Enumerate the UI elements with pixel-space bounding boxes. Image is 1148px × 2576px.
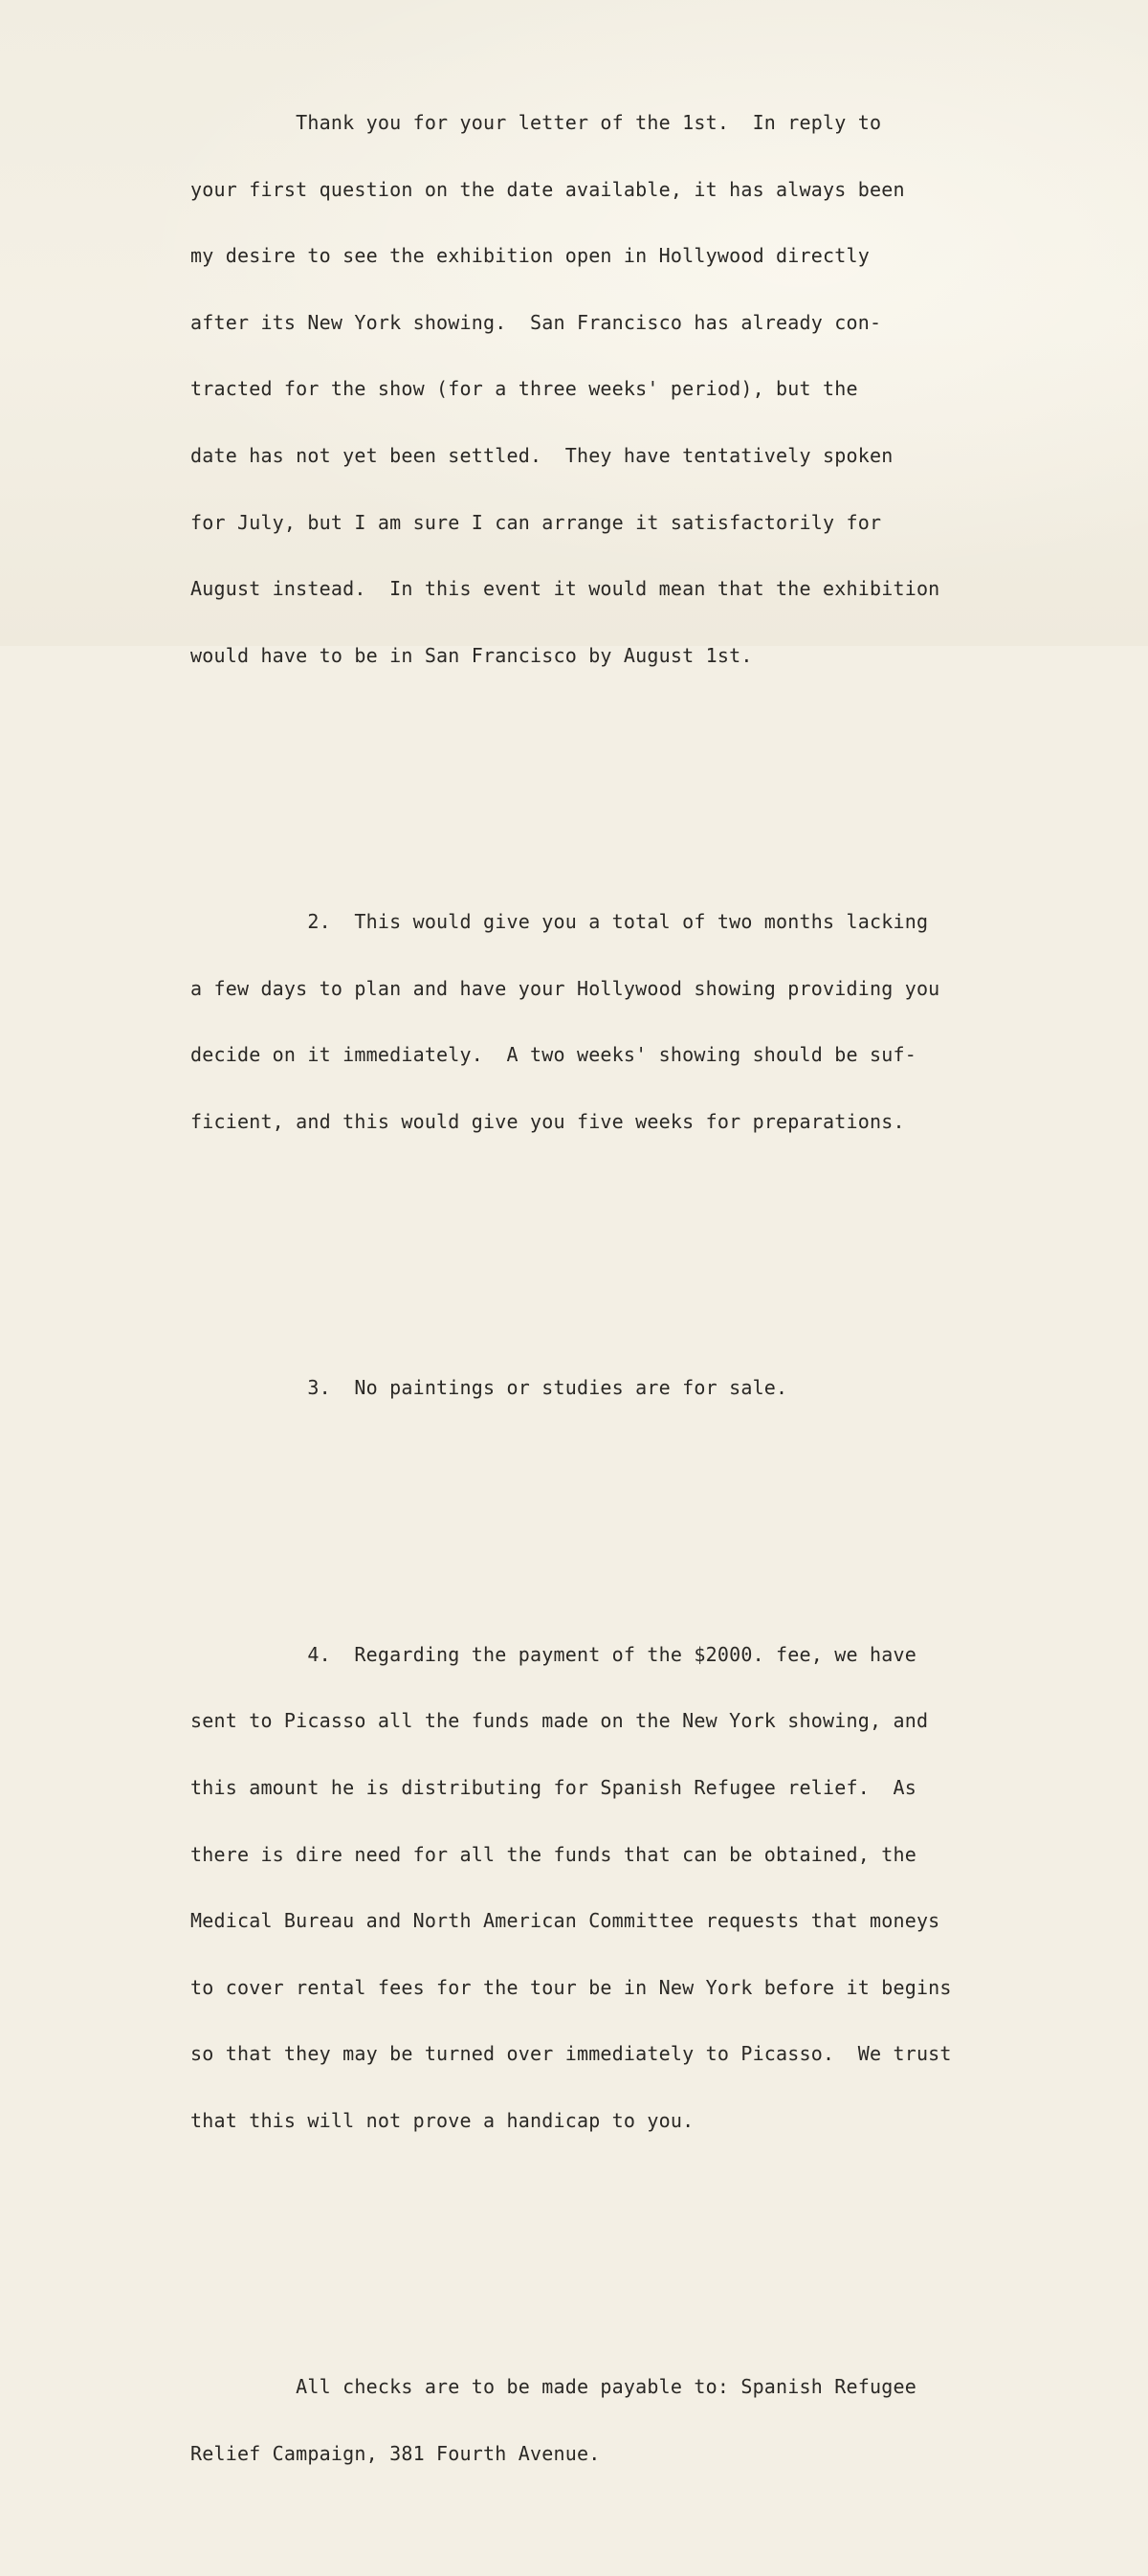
text-line: that this will not prove a handicap to you. (190, 2108, 695, 2132)
text-line: 4. Regarding the payment of the $2000. fee, we have (190, 1642, 916, 1666)
text-line: Medical Bureau and North American Committee requests that moneys (190, 1909, 940, 1933)
text-line: there is dire need for all the funds that can be obtained, the (190, 1842, 916, 1866)
text-line: All checks are to be made payable to: Spanish Refugee (190, 2375, 916, 2399)
paragraph-4 (190, 1599, 952, 2176)
text-line: 2. This would give you a total of two months lacking (190, 910, 929, 934)
text-line: decide on it immediately. A two weeks' showing should be suf- (190, 1043, 916, 1067)
text-line: would have to be in San Francisco by August 1st. (190, 643, 753, 667)
text-line: to cover rental fees for the tour be in New York before it begins (190, 1975, 952, 1999)
paragraph-gap (190, 2243, 952, 2265)
text-line: a few days to plan and have your Hollywood showing providing you (190, 976, 940, 1000)
paragraph-gap (190, 778, 952, 800)
text-line: your first question on the date available, it has always been (190, 177, 905, 201)
paragraph-1 (190, 68, 952, 712)
paragraph-5 (190, 2332, 952, 2510)
text-line: tracted for the show (for a three weeks' period), but the (190, 377, 858, 401)
text-line: for July, but I am sure I can arrange it satisfactorily for (190, 510, 882, 534)
text-line: date has not yet been settled. They have tentatively spoken (190, 443, 894, 467)
typed-letter (190, 1, 952, 2576)
text-line: this amount he is distributing for Spanish Refugee relief. As (190, 1775, 916, 1799)
paragraph-gap (190, 1511, 952, 1533)
text-line: August instead. In this event it would mean that the exhibition (190, 577, 940, 601)
text-line: 3. No paintings or studies are for sale. (190, 1376, 788, 1400)
paragraph-gap (190, 1244, 952, 1266)
text-line: ficient, and this would give you five weeks for preparations. (190, 1109, 905, 1133)
text-line: so that they may be turned over immediately to Picasso. We trust (190, 2042, 952, 2066)
paragraph-2 (190, 867, 952, 1178)
text-line: Thank you for your letter of the 1st. In reply to (190, 111, 882, 135)
text-line: my desire to see the exhibition open in Hollywood directly (190, 244, 870, 268)
text-line: Relief Campaign, 381 Fourth Avenue. (190, 2441, 601, 2465)
text-line: sent to Picasso all the funds made on the New York showing, and (190, 1709, 929, 1733)
paragraph-3 (190, 1333, 952, 1444)
text-line: after its New York showing. San Francisco has already con- (190, 310, 882, 334)
